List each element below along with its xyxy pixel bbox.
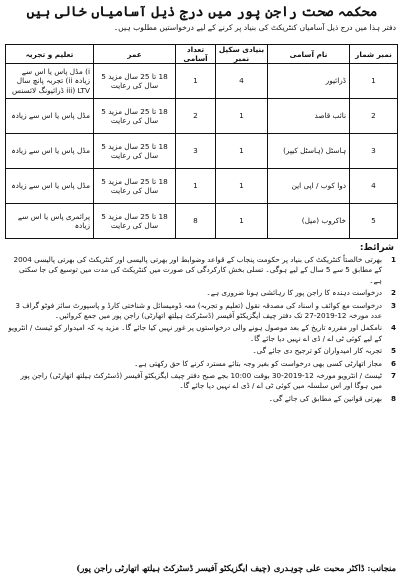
table-header-row xyxy=(6,45,398,64)
cell-serial: 3 xyxy=(350,134,398,169)
terms-heading: شرائط: xyxy=(359,243,394,253)
cell-serial: 4 xyxy=(350,169,398,204)
list-item xyxy=(8,394,396,404)
cell-qualification: i) مڈل پاس یا اس سے زیادہ ii) تجربہ پانچ سال iii) LTV ڈرائیونگ لائسنس xyxy=(6,64,94,99)
col-header-scale: بنیادی سکیل نمبر xyxy=(216,45,268,64)
signature-line: منجانب: ڈاکٹر محبت علی چوہدری (چیف ایگزیکٹو آفیسر ڈسٹرکٹ ہیلتھ اتھارٹی راجن پور) xyxy=(76,563,396,573)
term-text: مجاز اتھارٹی کسی بھی درخواست کو بغیر وجہ بتائے مسترد کرنے کا حق رکھتی ہے۔ xyxy=(134,358,382,368)
term-text: بھرتی خالصتاً کنٹریکٹ کی بنیاد پر حکومت پنجاب کے قواعد وضوابط اور بھرتی پالیسی اور کنٹریکٹ کی بھرتی پالیسی 2004 کے مطابق 5 سے 5 سال کے لیے ہوگی۔ تسلی بخش کارکردگی کی صورت میں کنٹریکٹ کی مدت میں توسیع کی جا سکتی ہے۔ xyxy=(13,255,382,285)
term-number: 8 xyxy=(390,393,396,403)
vacancies-table xyxy=(5,44,398,239)
term-number: 2 xyxy=(390,288,396,298)
cell-count: 3 xyxy=(176,134,216,169)
cell-qualification: مڈل پاس یا اس سے زیادہ xyxy=(6,99,94,134)
term-number: 1 xyxy=(390,255,396,264)
col-header-qualification: تعلیم و تجربہ xyxy=(6,45,94,64)
cell-post: نائب قاصد xyxy=(268,99,350,134)
term-text: درخواست دہندہ کا راجن پور کا رہائشی ہونا ضروری ہے۔ xyxy=(206,288,382,298)
term-text: تجربہ کار امیدواران کو ترجیح دی جائے گی۔ xyxy=(252,346,382,356)
col-header-count: تعداد آسامی xyxy=(176,45,216,64)
cell-count: 8 xyxy=(176,204,216,239)
list-item xyxy=(8,255,396,286)
col-header-age: عمر xyxy=(94,45,176,64)
term-number: 6 xyxy=(390,358,396,368)
cell-count: 1 xyxy=(176,169,216,204)
term-number: 4 xyxy=(390,323,396,333)
list-item xyxy=(8,346,396,356)
cell-serial: 5 xyxy=(350,204,398,239)
cell-post: خاکروب (میل) xyxy=(268,204,350,239)
cell-scale: 1 xyxy=(216,99,268,134)
term-number: 3 xyxy=(390,300,396,310)
terms-list xyxy=(0,255,404,404)
page-title: محکمہ صحت راجن پور میں درج ذیل آسامیاں خالی ہیں xyxy=(26,4,378,20)
table-row xyxy=(6,64,398,99)
term-number: 5 xyxy=(390,346,396,356)
list-item xyxy=(8,323,396,344)
intro-text: دفتر ہذا میں درج ذیل آسامیاں کنٹریکٹ کی بنیاد پر کرنے کے لیے درخواستیں مطلوب ہیں۔ xyxy=(113,23,396,32)
cell-serial: 2 xyxy=(350,99,398,134)
table-row xyxy=(6,169,398,204)
cell-age: 18 تا 25 سال مزید 5 سال کی رعایت xyxy=(94,134,176,169)
cell-qualification: مڈل پاس یا اس سے زیادہ xyxy=(6,169,94,204)
cell-scale: 1 xyxy=(216,204,268,239)
cell-serial: 1 xyxy=(350,64,398,99)
cell-post: دوا کوب / اپی این xyxy=(268,169,350,204)
cell-post: ڈرائیور xyxy=(268,64,350,99)
col-header-serial: نمبر شمار xyxy=(350,45,398,64)
col-header-post: نام آسامی xyxy=(268,45,350,64)
cell-age: 18 تا 25 سال مزید 5 سال کی رعایت xyxy=(94,99,176,134)
table-row xyxy=(6,99,398,134)
term-text: نامکمل اور مقررہ تاریخ کے بعد موصول ہونے والی درخواستوں پر غور نہیں کیا جائے گا۔ مزید یہ کہ امیدوار کو ٹیسٹ / انٹرویو کے لیے کوئی ٹی اے / ڈی اے نہیں دیا جائے گا۔ xyxy=(8,323,382,343)
cell-scale: 4 xyxy=(216,64,268,99)
cell-scale: 1 xyxy=(216,169,268,204)
cell-scale: 1 xyxy=(216,134,268,169)
cell-post: ہاسٹل (ہاسٹل کیپر) xyxy=(268,134,350,169)
cell-count: 2 xyxy=(176,99,216,134)
cell-age: 18 تا 25 سال مزید 5 سال کی رعایت xyxy=(94,204,176,239)
term-text: درخواست مع کوائف و اسناد کی مصدقہ نقول (تعلیم و تجربہ) معہ ڈومیسائل و شناختی کارڈ و پاسپورٹ سائز فوٹو گراف 3 عدد مورخہ 12-2019-27 تک دفتر چیف ایگزیکٹو آفیسر (ڈسٹرکٹ ہیلتھ اتھارٹی) راجن پور میں جمع کروائیں۔ xyxy=(15,300,382,321)
cell-age: 18 تا 25 سال مزید 5 سال کی رعایت xyxy=(94,64,176,99)
table-row xyxy=(6,134,398,169)
term-text: ٹیسٹ / انٹرویو مورخہ 12-2019-30 بوقت 10:00 بجے صبح دفتر چیف ایگزیکٹو آفیسر (ڈسٹرکٹ ہیلتھ اتھارٹی) راجن پور میں ہوگا اور اس سلسلہ میں کوئی ٹی اے / ڈی اے نہیں دیا جائے گا۔ xyxy=(20,371,382,391)
list-item xyxy=(8,288,396,298)
list-item xyxy=(8,371,396,392)
term-text: بھرتی قوانین کے مطابق کی جائے گی۔ xyxy=(268,393,382,403)
list-item xyxy=(8,359,396,369)
cell-age: 18 تا 25 سال مزید 5 سال کی رعایت xyxy=(94,169,176,204)
list-item xyxy=(8,301,396,322)
cell-count: 1 xyxy=(176,64,216,99)
cell-qualification: پرائمری پاس یا اس سے زیادہ xyxy=(6,204,94,239)
term-number: 7 xyxy=(390,371,396,381)
cell-qualification: مڈل پاس یا اس سے زیادہ xyxy=(6,134,94,169)
table-row xyxy=(6,204,398,239)
